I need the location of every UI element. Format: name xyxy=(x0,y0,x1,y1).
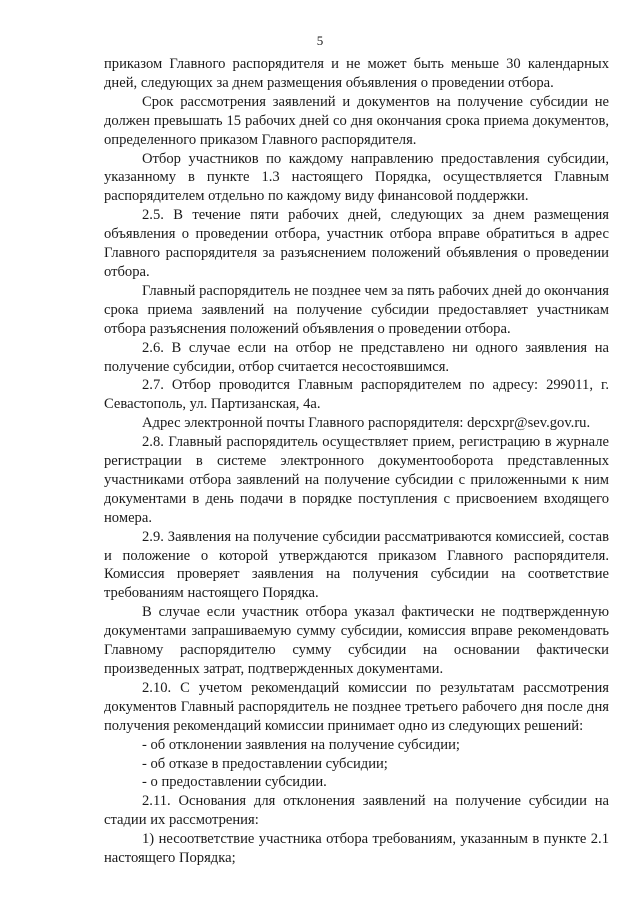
paragraph-grounds-item-1: 1) несоответствие участника отбора требованиям, указанным в пункте 2.1 настоящего Порядка; xyxy=(104,831,609,867)
paragraph-2-11: 2.11. Основания для отклонения заявлений на получение субсидии на стадии их рассмотрения: xyxy=(104,793,609,829)
paragraph-clarifications: Главный распорядитель не позднее чем за пять рабочих дней до окончания срока приема заявлений на получение субсидии предоставляет участникам отбора разъяснения положений объявления о проведении отбора. xyxy=(104,282,609,337)
paragraph-unconfirmed-amount: В случае если участник отбора указал фактически не подтвержденную документами запрашиваемую сумму субсидии, комиссия вправе рекомендовать Главному распорядителю сумму субсидии на основании фактически произведенных затрат, подтвержденных документами. xyxy=(104,604,609,677)
paragraph-2-8: 2.8. Главный распорядитель осуществляет прием, регистрацию в журнале регистрации в системе электронного документооборота представленных участниками отбора заявлений на получение субсидии с приложенными к ним документами в день подачи в порядке поступления с присвоением входящего номера. xyxy=(104,434,609,526)
decision-list-item: - об отказе в предоставлении субсидии; xyxy=(142,755,388,772)
paragraph-2-9: 2.9. Заявления на получение субсидии рассматриваются комиссией, состав и положение о которой утверждаются приказом Главного распорядителя. Комиссия проверяет заявления на получения субсидии на соответствие требованиям настоящего Порядка. xyxy=(104,528,609,602)
paragraph-selection-by-direction: Отбор участников по каждому направлению предоставления субсидии, указанному в пункте 1.3 настоящего Порядка, осуществляется Главным распорядителем отдельно по каждому виду финансовой поддержки. xyxy=(104,150,609,205)
paragraph-email-address: Адрес электронной почты Главного распорядителя: depcxpr@sev.gov.ru. xyxy=(142,415,591,432)
paragraph-review-period: Срок рассмотрения заявлений и документов на получение субсидии не должен превышать 15 рабочих дней со дня окончания срока приема документов, определенного приказом Главного распорядителя. xyxy=(104,93,609,148)
paragraph-continuation: приказом Главного распорядителя и не может быть меньше 30 календарных дней, следующих за днем размещения объявления о проведении отбора. xyxy=(104,56,609,91)
paragraph-2-7: 2.7. Отбор проводится Главным распорядителем по адресу: 299011, г. Севастополь, ул. Партизанская, 4а. xyxy=(104,377,609,413)
decision-list-item: - об отклонении заявления на получение субсидии; xyxy=(142,736,460,753)
paragraph-2-5: 2.5. В течение пяти рабочих дней, следующих за днем размещения объявления о проведении отбора, участник отбора вправе обратиться в адрес Главного распорядителя за разъяснением положений объявления о проведении отбора. xyxy=(104,207,609,280)
page-number: 5 xyxy=(316,33,324,48)
decision-list-item: - о предоставлении субсидии. xyxy=(142,774,327,791)
document-body xyxy=(104,55,609,868)
paragraph-2-10: 2.10. С учетом рекомендаций комиссии по результатам рассмотрения документов Главный распорядитель не позднее третьего рабочего дня после дня получения рекомендаций комиссии принимает одно из следующих решений: xyxy=(104,679,609,734)
paragraph-2-6: 2.6. В случае если на отбор не представлено ни одного заявления на получение субсидии, отбор считается несостоявшимся. xyxy=(104,339,609,375)
